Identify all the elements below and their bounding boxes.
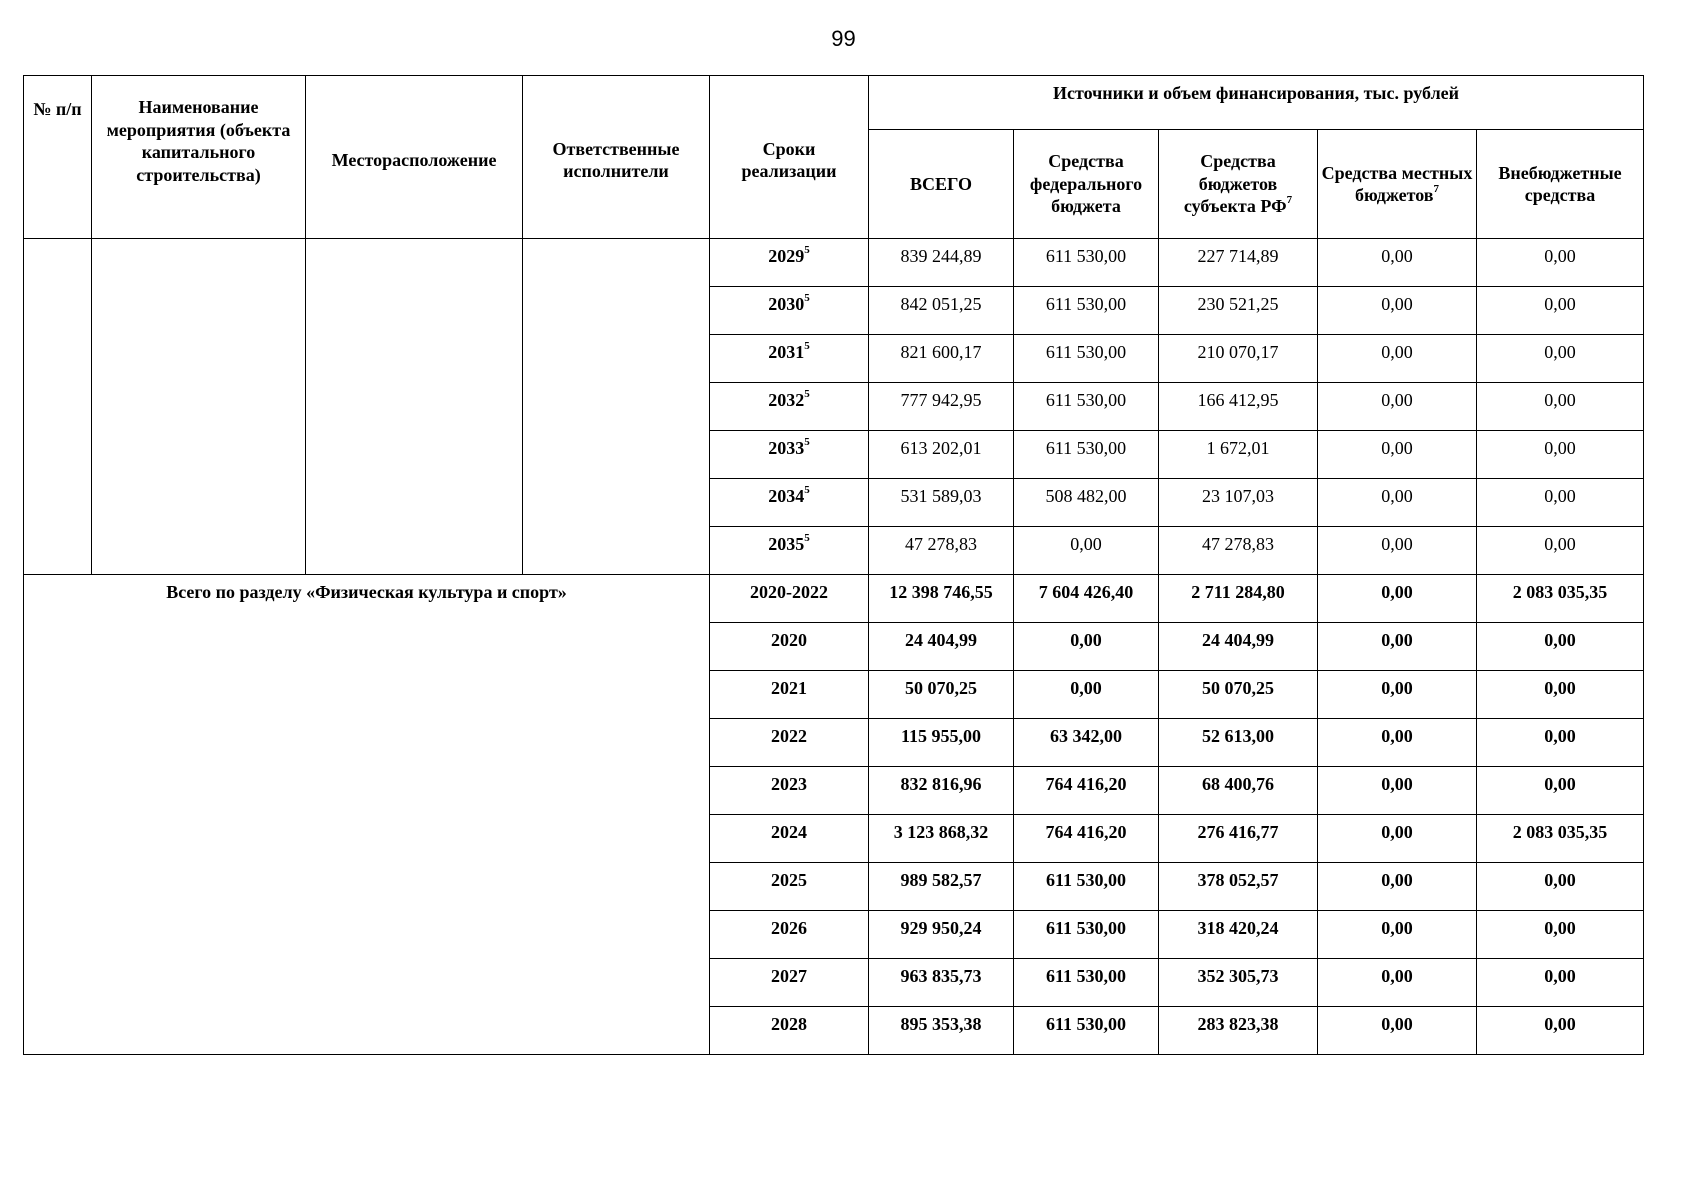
cell-year: [710, 527, 869, 575]
cell-federal: 0,00: [1014, 671, 1159, 719]
cell-total: 613 202,01: [869, 431, 1014, 479]
cell-year: [710, 431, 869, 479]
cell-federal: 764 416,20: [1014, 815, 1159, 863]
cell-regional: 47 278,83: [1159, 527, 1318, 575]
cell-total: 821 600,17: [869, 335, 1014, 383]
cell-local: 0,00: [1318, 1007, 1477, 1055]
cell-year: [710, 383, 869, 431]
header-regional-text: Средства бюджетов субъекта РФ: [1183, 151, 1287, 217]
header-federal: Средства федерального бюджета: [1014, 130, 1159, 239]
cell-federal: 611 530,00: [1014, 383, 1159, 431]
cell-local: 0,00: [1318, 335, 1477, 383]
table-row: [24, 239, 1644, 287]
cell-local: 0,00: [1318, 575, 1477, 623]
cell-federal: 611 530,00: [1014, 911, 1159, 959]
cell-local: 0,00: [1318, 671, 1477, 719]
cell-federal: 63 342,00: [1014, 719, 1159, 767]
cell-year: 2022: [710, 719, 869, 767]
cell-year: 2027: [710, 959, 869, 1007]
cell-local: 0,00: [1318, 719, 1477, 767]
cell-year: [710, 479, 869, 527]
cell-offbudget: 0,00: [1477, 623, 1644, 671]
cell-year: 2024: [710, 815, 869, 863]
cell-local: 0,00: [1318, 527, 1477, 575]
header-offbudget: Внебюджетные средства: [1477, 130, 1644, 239]
cell-total: 777 942,95: [869, 383, 1014, 431]
cell-regional: 166 412,95: [1159, 383, 1318, 431]
cell-local: 0,00: [1318, 959, 1477, 1007]
cell-year: [710, 239, 869, 287]
year-footnote: 5: [804, 436, 810, 448]
cell-total: 24 404,99: [869, 623, 1014, 671]
cell-offbudget: 0,00: [1477, 479, 1644, 527]
cell-regional: 2 711 284,80: [1159, 575, 1318, 623]
cell-total: 989 582,57: [869, 863, 1014, 911]
cell-offbudget: 0,00: [1477, 335, 1644, 383]
cell-regional: 210 070,17: [1159, 335, 1318, 383]
cell-federal: 0,00: [1014, 623, 1159, 671]
cell-offbudget: 0,00: [1477, 671, 1644, 719]
cell-total: 832 816,96: [869, 767, 1014, 815]
cell-regional: 23 107,03: [1159, 479, 1318, 527]
cell-year: [710, 287, 869, 335]
header-period: Сроки реализации: [710, 76, 869, 239]
cell-regional: 318 420,24: [1159, 911, 1318, 959]
page-number: 99: [831, 26, 856, 51]
cell-offbudget: 0,00: [1477, 959, 1644, 1007]
cell-total: 929 950,24: [869, 911, 1014, 959]
cell-offbudget: 0,00: [1477, 767, 1644, 815]
header-responsible: Ответственные исполнители: [523, 76, 710, 239]
cell-offbudget: 0,00: [1477, 719, 1644, 767]
cell-year: 2020: [710, 623, 869, 671]
header-regional: [1159, 130, 1318, 239]
cell-offbudget: 0,00: [1477, 1007, 1644, 1055]
cell-year: 2025: [710, 863, 869, 911]
year-value: 2031: [768, 342, 805, 362]
cell-total: 963 835,73: [869, 959, 1014, 1007]
cell-offbudget: 2 083 035,35: [1477, 815, 1644, 863]
year-footnote: 5: [804, 484, 810, 496]
header-name: Наименование мероприятия (объекта капитального строительства): [92, 76, 306, 239]
cell-federal: 611 530,00: [1014, 239, 1159, 287]
cell-federal: 0,00: [1014, 527, 1159, 575]
cell-total: 3 123 868,32: [869, 815, 1014, 863]
cell-offbudget: 0,00: [1477, 431, 1644, 479]
cell-offbudget: 2 083 035,35: [1477, 575, 1644, 623]
year-value: 2034: [768, 486, 805, 506]
cell-responsible-empty: [523, 239, 710, 575]
year-value: 2029: [768, 246, 805, 266]
cell-local: 0,00: [1318, 239, 1477, 287]
cell-total: 12 398 746,55: [869, 575, 1014, 623]
header-num: № п/п: [24, 76, 92, 239]
cell-regional: 1 672,01: [1159, 431, 1318, 479]
cell-year: 2020-2022: [710, 575, 869, 623]
header-local: [1318, 130, 1477, 239]
cell-regional: 24 404,99: [1159, 623, 1318, 671]
cell-total: 50 070,25: [869, 671, 1014, 719]
cell-regional: 378 052,57: [1159, 863, 1318, 911]
year-footnote: 5: [804, 244, 810, 256]
cell-local: 0,00: [1318, 863, 1477, 911]
cell-regional: 283 823,38: [1159, 1007, 1318, 1055]
cell-offbudget: 0,00: [1477, 527, 1644, 575]
cell-year: 2026: [710, 911, 869, 959]
cell-local: 0,00: [1318, 479, 1477, 527]
year-footnote: 5: [804, 340, 810, 352]
cell-local: 0,00: [1318, 815, 1477, 863]
cell-federal: 611 530,00: [1014, 1007, 1159, 1055]
cell-regional: 276 416,77: [1159, 815, 1318, 863]
header-total: ВСЕГО: [869, 130, 1014, 239]
cell-local: 0,00: [1318, 431, 1477, 479]
cell-federal: 611 530,00: [1014, 431, 1159, 479]
cell-total: 531 589,03: [869, 479, 1014, 527]
year-value: 2030: [768, 294, 805, 314]
section-total-label: Всего по разделу «Физическая культура и спорт»: [24, 575, 710, 1055]
cell-offbudget: 0,00: [1477, 287, 1644, 335]
year-value: 2032: [768, 390, 805, 410]
cell-regional: 230 521,25: [1159, 287, 1318, 335]
year-footnote: 5: [804, 388, 810, 400]
year-footnote: 5: [804, 292, 810, 304]
table-row-total: [24, 575, 1644, 623]
cell-location-empty: [306, 239, 523, 575]
cell-regional: 68 400,76: [1159, 767, 1318, 815]
cell-total: 47 278,83: [869, 527, 1014, 575]
cell-regional: 52 613,00: [1159, 719, 1318, 767]
cell-federal: 611 530,00: [1014, 335, 1159, 383]
header-local-footnote: 7: [1433, 183, 1439, 195]
cell-total: 839 244,89: [869, 239, 1014, 287]
cell-federal: 611 530,00: [1014, 863, 1159, 911]
cell-federal: 764 416,20: [1014, 767, 1159, 815]
cell-regional: 352 305,73: [1159, 959, 1318, 1007]
cell-regional: 227 714,89: [1159, 239, 1318, 287]
cell-federal: 611 530,00: [1014, 959, 1159, 1007]
cell-local: 0,00: [1318, 383, 1477, 431]
cell-local: 0,00: [1318, 767, 1477, 815]
header-regional-footnote: 7: [1286, 194, 1293, 207]
cell-federal: 7 604 426,40: [1014, 575, 1159, 623]
cell-local: 0,00: [1318, 911, 1477, 959]
cell-federal: 508 482,00: [1014, 479, 1159, 527]
cell-offbudget: 0,00: [1477, 239, 1644, 287]
cell-local: 0,00: [1318, 623, 1477, 671]
cell-name-empty: [92, 239, 306, 575]
cell-offbudget: 0,00: [1477, 863, 1644, 911]
cell-total: 115 955,00: [869, 719, 1014, 767]
financing-table: [23, 75, 1644, 1055]
header-sources-group: Источники и объем финансирования, тыс. рублей: [869, 76, 1644, 130]
cell-total: 895 353,38: [869, 1007, 1014, 1055]
cell-offbudget: 0,00: [1477, 383, 1644, 431]
header-location: Месторасположение: [306, 76, 523, 239]
year-value: 2033: [768, 438, 805, 458]
cell-regional: 50 070,25: [1159, 671, 1318, 719]
year-footnote: 5: [804, 532, 810, 544]
cell-year: 2023: [710, 767, 869, 815]
year-value: 2035: [768, 534, 805, 554]
cell-year: 2021: [710, 671, 869, 719]
cell-offbudget: 0,00: [1477, 911, 1644, 959]
cell-local: 0,00: [1318, 287, 1477, 335]
cell-num-empty: [24, 239, 92, 575]
cell-year: 2028: [710, 1007, 869, 1055]
cell-federal: 611 530,00: [1014, 287, 1159, 335]
cell-total: 842 051,25: [869, 287, 1014, 335]
cell-year: [710, 335, 869, 383]
header-local-text: Средства местных бюджетов: [1321, 162, 1473, 205]
